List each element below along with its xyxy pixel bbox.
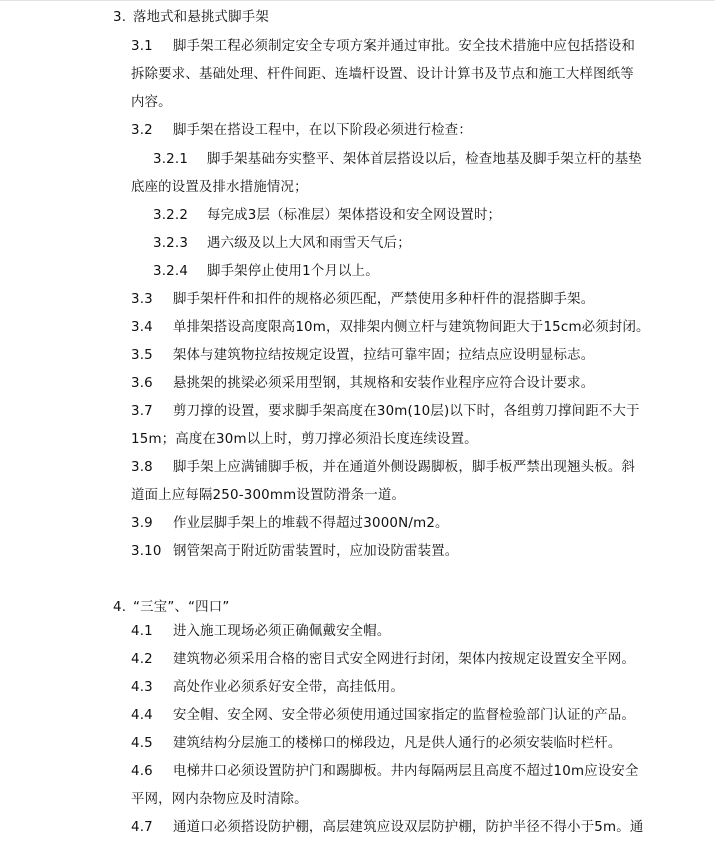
clause-3-10 (131, 543, 458, 561)
clause-4-2 (131, 651, 635, 669)
clause-4-7 (131, 819, 643, 837)
clause-3-2-1-cont (131, 179, 308, 197)
clause-text: 剪刀撑的设置，要求脚手架高度在30m(10层)以下时，各组剪刀撑间距不大于 (173, 404, 640, 419)
clause-text: 脚手架停止使用1个月以上。 (207, 264, 379, 279)
clause-4-3 (131, 679, 404, 697)
clause-3-2-4 (153, 263, 379, 281)
section-number: 3. (113, 10, 127, 25)
clause-text: 安全帽、安全网、安全带必须使用通过国家指定的监督检验部门认证的产品。 (173, 708, 636, 723)
clause-text: 遇六级及以上大风和雨雪天气后； (207, 236, 411, 251)
section-4-heading (113, 599, 230, 617)
clause-3-7-cont (131, 431, 478, 449)
clause-3-5 (131, 347, 594, 365)
clause-text: 建筑结构分层施工的楼梯口的梯段边，凡是供人通行的必须安装临时栏杆。 (173, 736, 622, 751)
clause-text: 建筑物必须采用合格的密目式安全网进行封闭，架体内按规定设置安全平网。 (173, 652, 636, 667)
section-number: 4. (113, 600, 127, 615)
clause-3-2 (131, 122, 472, 140)
clause-number: 3.3 (131, 292, 153, 307)
clause-4-6 (131, 763, 639, 781)
clause-text: 电梯井口必须设置防护门和踢脚板。井内每隔两层且高度不超过10m应设安全 (173, 764, 639, 779)
clause-text: 底座的设置及排水措施情况； (131, 180, 308, 195)
clause-3-2-3 (153, 235, 411, 253)
clause-3-7 (131, 403, 640, 421)
clause-number: 3.2.4 (153, 264, 189, 279)
clause-3-2-2 (153, 207, 501, 225)
clause-text: 架体与建筑物拉结按规定设置，拉结可靠牢固；拉结点应设明显标志。 (173, 348, 595, 363)
clause-4-1 (131, 623, 390, 641)
clause-3-1 (131, 38, 635, 56)
clause-text: 脚手架基础夯实整平、架体首层搭设以后，检查地基及脚手架立杆的基垫 (207, 152, 642, 167)
clause-text: 道面上应每隔250-300mm设置防滑条一道。 (131, 488, 406, 503)
clause-text: 脚手架上应满铺脚手板，并在通道外侧设踢脚板，脚手板严禁出现翘头板。斜 (173, 460, 636, 475)
clause-text: 通道口必须搭设防护棚，高层建筑应设双层防护棚，防护半径不得小于5m。通 (173, 820, 644, 835)
clause-text: 内容。 (131, 95, 172, 110)
clause-number: 3.2.2 (153, 208, 189, 223)
section-3-heading (113, 9, 269, 27)
clause-number: 3.6 (131, 376, 153, 391)
clause-text: 进入施工现场必须正确佩戴安全帽。 (173, 624, 391, 639)
clause-number: 3.4 (131, 320, 153, 335)
clause-text: 每完成3层（标准层）架体搭设和安全网设置时； (207, 208, 502, 223)
clause-text: 高处作业必须系好安全带，高挂低用。 (173, 680, 405, 695)
clause-number: 4.6 (131, 764, 153, 779)
clause-3-1-cont (131, 94, 172, 112)
section-title: 落地式和悬挑式脚手架 (133, 10, 269, 25)
clause-4-5 (131, 735, 622, 753)
clause-3-6 (131, 375, 594, 393)
section-title: “三宝”、“四口” (133, 600, 230, 615)
clause-text: 拆除要求、基础处理、杆件间距、连墙杆设置、设计计算书及节点和施工大样图纸等 (131, 67, 634, 82)
clause-text: 15m；高度在30m以上时，剪刀撑必须沿长度连续设置。 (131, 432, 478, 447)
clause-number: 3.9 (131, 516, 153, 531)
clause-text: 脚手架杆件和扣件的规格必须匹配，严禁使用多种杆件的混搭脚手架。 (173, 292, 595, 307)
clause-text: 钢管架高于附近防雷装置时，应加设防雷装置。 (173, 544, 459, 559)
clause-3-4 (131, 319, 650, 337)
clause-text: 平网，网内杂物应及时清除。 (131, 792, 308, 807)
clause-text: 作业层脚手架上的堆载不得超过3000N/m2。 (173, 516, 449, 531)
clause-number: 4.4 (131, 708, 153, 723)
clause-number: 3.1 (131, 39, 153, 54)
clause-4-4 (131, 707, 635, 725)
clause-3-2-1 (153, 151, 642, 169)
clause-number: 3.8 (131, 460, 153, 475)
clause-number: 4.5 (131, 736, 153, 751)
clause-text: 悬挑架的挑梁必须采用型钢，其规格和安装作业程序应符合设计要求。 (173, 376, 595, 391)
clause-number: 4.3 (131, 680, 153, 695)
clause-number: 3.7 (131, 404, 153, 419)
clause-3-3 (131, 291, 594, 309)
clause-number: 4.7 (131, 820, 153, 835)
clause-number: 3.2.3 (153, 236, 189, 251)
clause-number: 3.2.1 (153, 152, 189, 167)
clause-text: 脚手架在搭设工程中，在以下阶段必须进行检查： (173, 123, 472, 138)
clause-text: 单排架搭设高度限高10m，双排架内侧立杆与建筑物间距大于15cm必须封闭。 (173, 320, 650, 335)
clause-3-1-cont (131, 66, 634, 84)
clause-3-9 (131, 515, 449, 533)
clause-number: 4.2 (131, 652, 153, 667)
clause-4-6-cont (131, 791, 308, 809)
page-top-border (0, 0, 715, 1)
clause-number: 4.1 (131, 624, 153, 639)
clause-number: 3.2 (131, 123, 153, 138)
clause-number: 3.10 (131, 544, 162, 559)
clause-text: 脚手架工程必须制定安全专项方案并通过审批。安全技术措施中应包括搭设和 (173, 39, 636, 54)
clause-number: 3.5 (131, 348, 153, 363)
clause-3-8-cont (131, 487, 405, 505)
clause-3-8 (131, 459, 635, 477)
